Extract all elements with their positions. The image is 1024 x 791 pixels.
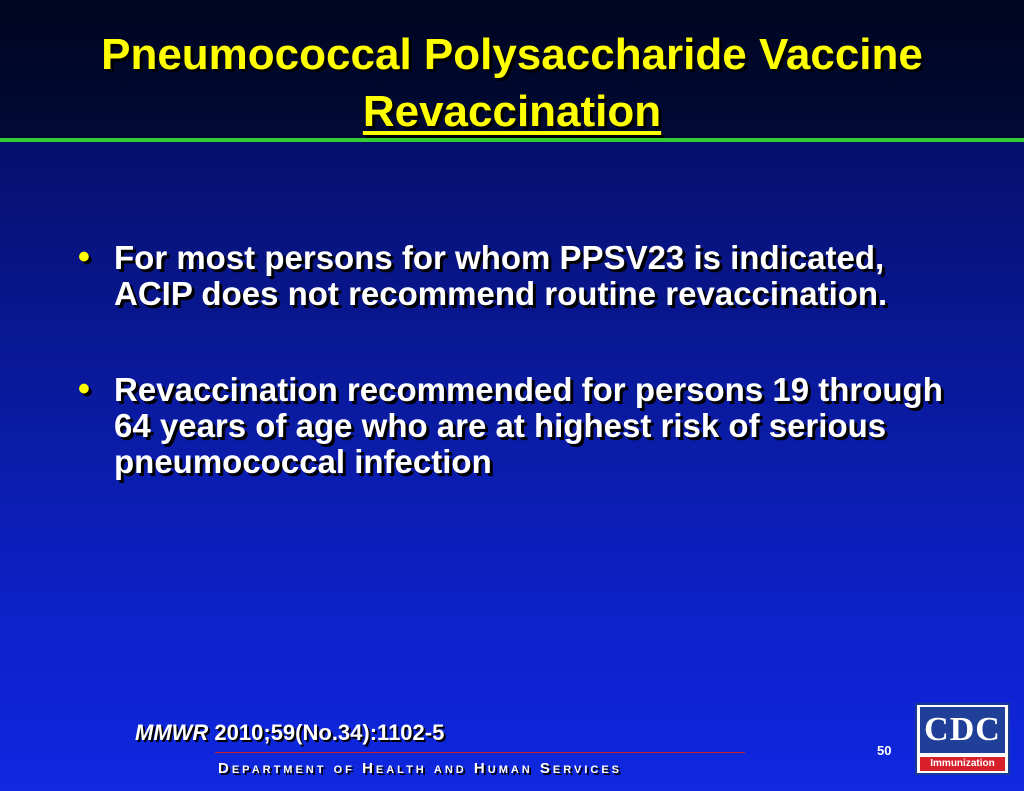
citation-reference: 2010;59(No.34):1102-5 xyxy=(208,720,445,745)
cdc-logo xyxy=(915,703,1010,775)
bullet-icon: • xyxy=(78,370,90,408)
citation xyxy=(135,720,444,746)
title-divider xyxy=(0,138,1024,142)
department-label: Department of Health and Human Services xyxy=(218,760,623,777)
bullet-icon: • xyxy=(78,238,90,276)
bullet-text: Revaccination recommended for persons 19 through 64 years of age who are at highest risk of serious pneumococcal infection xyxy=(114,371,943,480)
bullet-item xyxy=(78,372,958,480)
cdc-logo-text: CDC xyxy=(920,707,1005,753)
footer-divider xyxy=(215,752,745,753)
citation-journal: MMWR xyxy=(135,720,209,745)
page-number: 50 xyxy=(877,743,892,758)
bullet-list xyxy=(78,240,958,480)
slide-title: Pneumococcal Polysaccharide Vaccine xyxy=(101,30,923,79)
bullet-text: For most persons for whom PPSV23 is indicated, ACIP does not recommend routine revaccination. xyxy=(114,239,888,312)
slide-subtitle: Revaccination xyxy=(362,87,662,136)
bullet-item xyxy=(78,240,958,312)
cdc-logo-subtext: Immunization xyxy=(920,757,1005,771)
